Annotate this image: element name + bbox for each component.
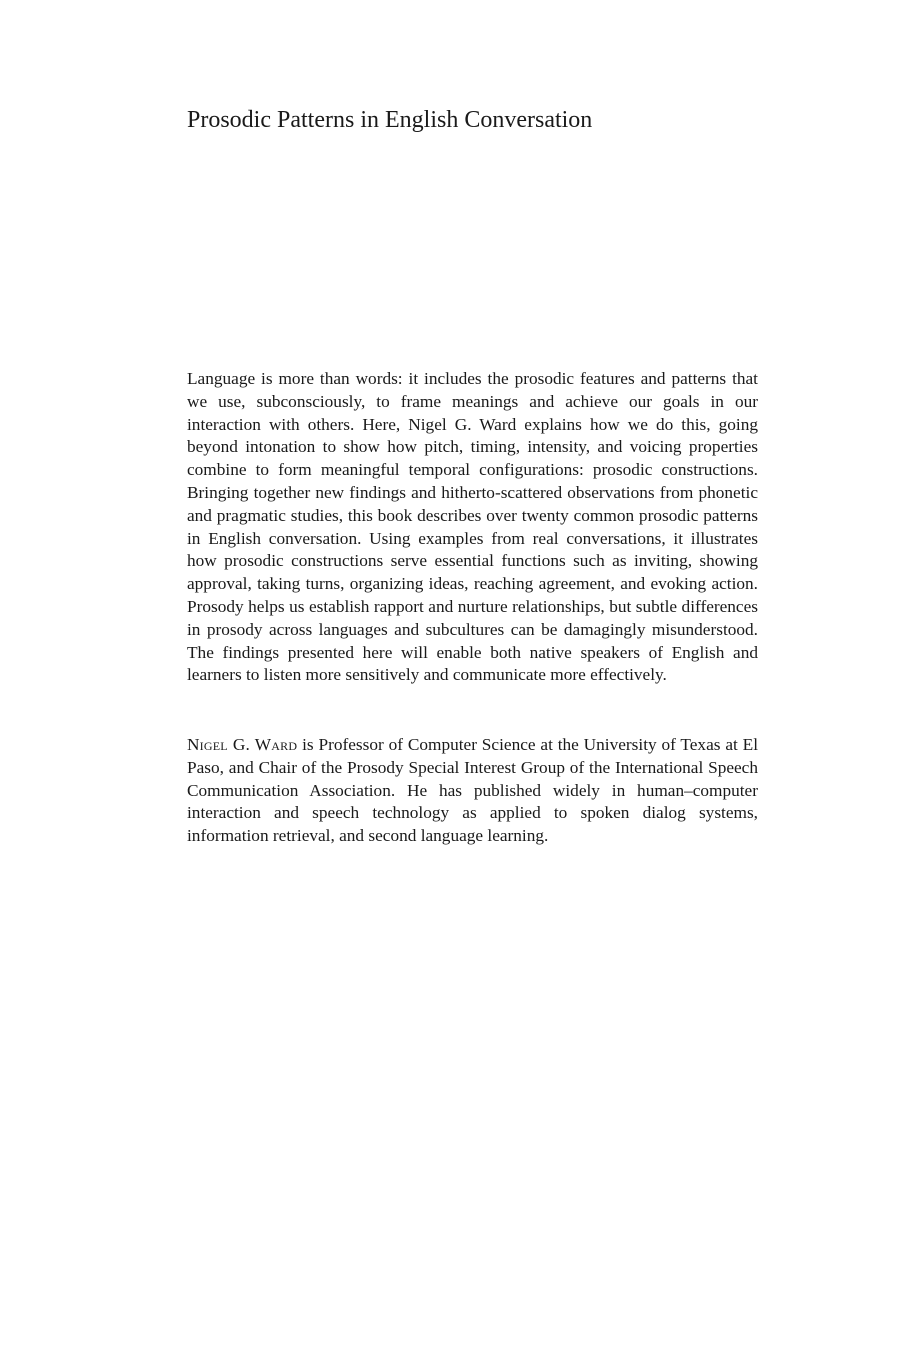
author-name: Nigel G. Ward xyxy=(187,735,298,754)
author-bio xyxy=(187,734,758,848)
book-description: Language is more than words: it includes the prosodic features and patterns that we use, subconsciously, to frame meanings and achieve our goals in our interaction with others. Here, Nigel G. Ward explains how we do this, going beyond intonation to show how pitch, timing, intensity, and voicing properties combine to form meaningful temporal configurations: prosodic constructions. Bringing together new findings and hitherto-scattered observations from phonetic and pragmatic studies, this book describes over twenty common prosodic patterns in English conversation. Using examples from real conversations, it illustrates how prosodic constructions serve essential functions such as inviting, showing approval, taking turns, organizing ideas, reaching agreement, and evoking action. Prosody helps us establish rapport and nurture relationships, but subtle differences in prosody across languages and subcultures can be damagingly misunderstood. The findings presented here will enable both native speakers of English and learners to listen more sensitively and communicate more effectively. xyxy=(187,369,758,685)
author-bio-text: is Professor of Computer Science at the University of Texas at El Paso, and Chair of the Prosody Special Interest Group of the International Speech Communication Association. He has published widely in human–computer interaction and speech technology as applied to spoken dialog systems, information retrieval, and second language learning. xyxy=(187,735,758,846)
book-title: Prosodic Patterns in English Conversation xyxy=(187,107,593,133)
